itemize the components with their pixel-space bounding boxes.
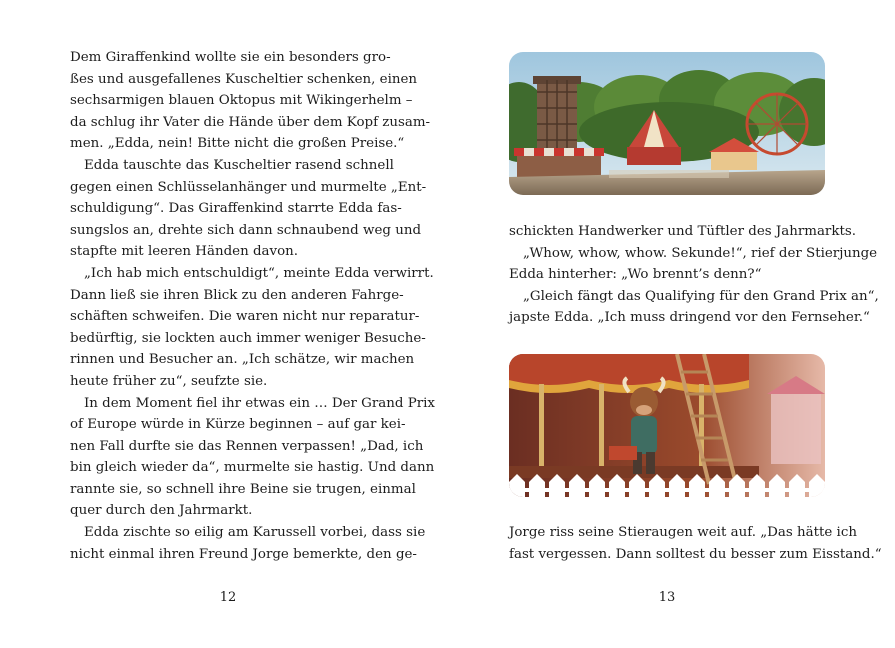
left-page [0, 0, 447, 648]
text-line: Edda zischte so eilig am Karussell vorbei, dass sie [84, 525, 426, 541]
text-line: japste Edda. „Ich muss dringend vor den Fernseher.“ [509, 310, 870, 326]
text-line: rannte sie, so schnell ihre Beine sie trugen, einmal [70, 481, 416, 497]
text-line: gegen einen Schlüsselanhänger und murmelte „Ent- [70, 179, 427, 195]
text-line: bin gleich wieder da“, murmelte sie hastig. Und dann [70, 460, 435, 476]
text-line: ßes und ausgefallenes Kuscheltier schenken, einen [70, 71, 418, 87]
text-line: of Europe würde in Kürze beginnen – auf gar kei- [70, 417, 406, 433]
text-line: In dem Moment fiel ihr etwas ein … Der Grand Prix [84, 395, 435, 411]
text-line: Dann ließ sie ihren Blick zu den anderen Fahrge- [70, 287, 404, 303]
fairground-illustration [509, 52, 825, 195]
text-line: bedürftig, sie lockten auch immer weniger Besuche- [70, 330, 426, 346]
text-line: Jorge riss seine Stieraugen weit auf. „Das hätte ich [509, 525, 857, 540]
text-line: „Whow, whow, whow. Sekunde!“, rief der Stierjunge [523, 245, 878, 261]
page-number-left: 12 [219, 590, 237, 605]
page-number-right: 13 [658, 590, 676, 605]
text-line: fast vergessen. Dann solltest du besser zum Eisstand.“ [509, 546, 882, 562]
right-page-text-bottom [509, 522, 882, 565]
text-line: schickten Handwerker und Tüftler des Jahrmarkts. [509, 224, 856, 239]
text-line: da schlug ihr Vater die Hände über dem Kopf zusam- [70, 114, 431, 130]
left-page-text [70, 47, 435, 565]
right-page-text-top [509, 221, 879, 329]
right-page [447, 0, 895, 648]
carousel-illustration [509, 354, 825, 497]
text-line: men. „Edda, nein! Bitte nicht die großen Preise.“ [70, 136, 405, 152]
text-line: nen Fall durfte sie das Rennen verpassen! „Dad, ich [70, 438, 424, 454]
text-line: Edda hinterher: „Wo brennt’s denn?“ [509, 267, 762, 283]
text-line: „Ich hab mich entschuldigt“, meinte Edda verwirrt. [84, 265, 434, 281]
text-line: quer durch den Jahrmarkt. [70, 503, 253, 519]
text-line: nicht einmal ihren Freund Jorge bemerkte, den ge- [70, 546, 417, 562]
text-line: schäften schweifen. Die waren nicht nur reparatur- [70, 309, 420, 325]
text-line: sungslos an, drehte sich dann schnaubend weg und [70, 222, 422, 238]
text-line: „Gleich fängt das Qualifying für den Grand Prix an“, [523, 288, 879, 304]
text-line: schuldigung“. Das Giraffenkind starrte Edda fas- [70, 201, 402, 217]
text-line: stapfte mit leeren Händen davon. [70, 244, 299, 260]
text-line: sechsarmigen blauen Oktopus mit Wikingerhelm – [70, 93, 413, 109]
text-line: heute früher zu“, seufzte sie. [70, 373, 268, 389]
text-line: Dem Giraffenkind wollte sie ein besonders gro- [70, 50, 391, 65]
text-line: rinnen und Besucher an. „Ich schätze, wir machen [70, 352, 415, 368]
text-line: Edda tauschte das Kuscheltier rasend schnell [84, 157, 394, 173]
